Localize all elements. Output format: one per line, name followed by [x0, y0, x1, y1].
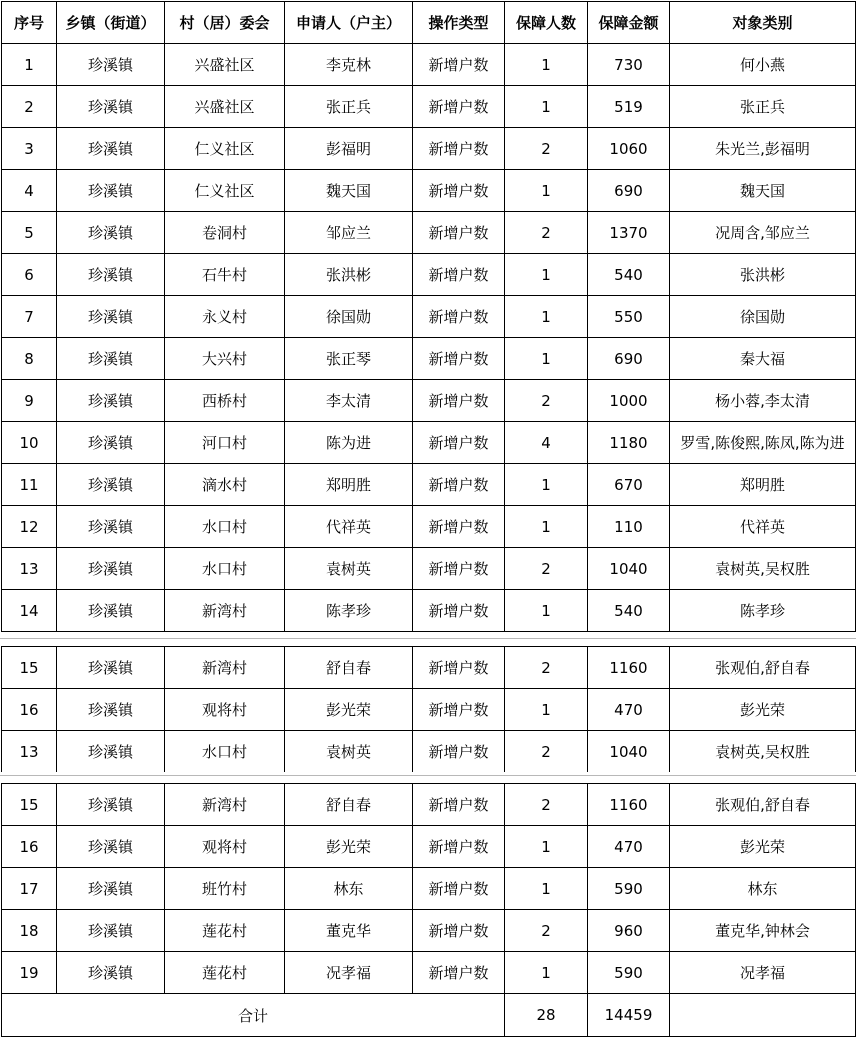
page-break-gap-1 — [0, 635, 856, 645]
cell-people-count: 1 — [505, 506, 588, 548]
cell-amount: 470 — [588, 689, 670, 731]
cell-village: 大兴村 — [165, 338, 285, 380]
cell-township: 珍溪镇 — [57, 952, 165, 994]
cell-people-count: 1 — [505, 590, 588, 632]
cell-township: 珍溪镇 — [57, 548, 165, 590]
cell-township: 珍溪镇 — [57, 380, 165, 422]
table-row — [2, 296, 856, 338]
cell-village: 水口村 — [165, 731, 285, 773]
cell-operation-type: 新增户数 — [413, 590, 505, 632]
cell-township: 珍溪镇 — [57, 86, 165, 128]
cell-people-count: 1 — [505, 464, 588, 506]
cell-operation-type: 新增户数 — [413, 647, 505, 689]
cell-operation-type: 新增户数 — [413, 128, 505, 170]
total-row — [2, 994, 856, 1037]
cell-township: 珍溪镇 — [57, 296, 165, 338]
cell-operation-type: 新增户数 — [413, 422, 505, 464]
cell-village: 新湾村 — [165, 647, 285, 689]
cell-township: 珍溪镇 — [57, 128, 165, 170]
cell-index: 4 — [2, 170, 57, 212]
cell-people-count: 1 — [505, 254, 588, 296]
cell-amount: 1040 — [588, 548, 670, 590]
cell-people-count: 1 — [505, 868, 588, 910]
cell-category: 魏天国 — [670, 170, 856, 212]
cell-applicant: 张正琴 — [285, 338, 413, 380]
cell-amount: 690 — [588, 170, 670, 212]
cell-category: 杨小蓉,李太清 — [670, 380, 856, 422]
cell-township: 珍溪镇 — [57, 422, 165, 464]
cell-category: 罗雪,陈俊熙,陈凤,陈为进 — [670, 422, 856, 464]
cell-amount: 1160 — [588, 647, 670, 689]
cell-operation-type: 新增户数 — [413, 826, 505, 868]
cell-village: 班竹村 — [165, 868, 285, 910]
cell-category: 代祥英 — [670, 506, 856, 548]
cell-amount: 519 — [588, 86, 670, 128]
table-row — [2, 380, 856, 422]
cell-category: 张观伯,舒自春 — [670, 647, 856, 689]
cell-village: 水口村 — [165, 548, 285, 590]
cell-village: 滴水村 — [165, 464, 285, 506]
cell-applicant: 徐国勋 — [285, 296, 413, 338]
cell-people-count: 1 — [505, 44, 588, 86]
cell-amount: 590 — [588, 868, 670, 910]
cell-category: 袁树英,吴权胜 — [670, 731, 856, 773]
cell-operation-type: 新增户数 — [413, 868, 505, 910]
cell-village: 仁义社区 — [165, 170, 285, 212]
cell-people-count: 4 — [505, 422, 588, 464]
relief-table-part-3 — [1, 783, 856, 1037]
cell-people-count: 1 — [505, 952, 588, 994]
cell-people-count: 2 — [505, 910, 588, 952]
cell-village: 观将村 — [165, 689, 285, 731]
cell-township: 珍溪镇 — [57, 170, 165, 212]
table-row — [2, 464, 856, 506]
cell-amount: 110 — [588, 506, 670, 548]
cell-village: 水口村 — [165, 506, 285, 548]
cell-category: 陈孝珍 — [670, 590, 856, 632]
cell-township: 珍溪镇 — [57, 826, 165, 868]
cell-people-count: 2 — [505, 784, 588, 826]
cell-applicant: 董克华 — [285, 910, 413, 952]
table-row — [2, 689, 856, 731]
cell-index: 15 — [2, 784, 57, 826]
cell-amount: 590 — [588, 952, 670, 994]
table-row — [2, 170, 856, 212]
cell-township: 珍溪镇 — [57, 506, 165, 548]
cell-amount: 1060 — [588, 128, 670, 170]
cell-index: 18 — [2, 910, 57, 952]
table-row — [2, 868, 856, 910]
cell-applicant: 袁树英 — [285, 731, 413, 773]
cell-people-count: 1 — [505, 338, 588, 380]
cell-township: 珍溪镇 — [57, 254, 165, 296]
cell-operation-type: 新增户数 — [413, 548, 505, 590]
cell-index: 14 — [2, 590, 57, 632]
table-section-2 — [1, 646, 855, 773]
cell-amount: 470 — [588, 826, 670, 868]
table-row — [2, 86, 856, 128]
cell-index: 3 — [2, 128, 57, 170]
cell-index: 10 — [2, 422, 57, 464]
cell-village: 观将村 — [165, 826, 285, 868]
cell-village: 永义村 — [165, 296, 285, 338]
cell-category: 张观伯,舒自春 — [670, 784, 856, 826]
cell-township: 珍溪镇 — [57, 590, 165, 632]
cell-operation-type: 新增户数 — [413, 212, 505, 254]
cell-category: 徐国勋 — [670, 296, 856, 338]
cell-township: 珍溪镇 — [57, 731, 165, 773]
cell-people-count: 2 — [505, 731, 588, 773]
cell-operation-type: 新增户数 — [413, 464, 505, 506]
cell-applicant: 邹应兰 — [285, 212, 413, 254]
cell-category: 彭光荣 — [670, 826, 856, 868]
cell-people-count: 2 — [505, 380, 588, 422]
cell-index: 6 — [2, 254, 57, 296]
table-row — [2, 826, 856, 868]
cell-people-count: 2 — [505, 212, 588, 254]
cell-village: 新湾村 — [165, 590, 285, 632]
cell-category: 郑明胜 — [670, 464, 856, 506]
header-village: 村（居）委会 — [165, 2, 285, 44]
cell-operation-type: 新增户数 — [413, 952, 505, 994]
cell-index: 19 — [2, 952, 57, 994]
table-header-row — [2, 2, 856, 44]
page-break-line — [0, 638, 856, 639]
cell-people-count: 1 — [505, 170, 588, 212]
total-amount: 14459 — [588, 994, 670, 1037]
cell-people-count: 1 — [505, 689, 588, 731]
table-row — [2, 590, 856, 632]
cell-amount: 550 — [588, 296, 670, 338]
cell-operation-type: 新增户数 — [413, 380, 505, 422]
table-row — [2, 338, 856, 380]
cell-index: 2 — [2, 86, 57, 128]
cell-village: 仁义社区 — [165, 128, 285, 170]
table-row — [2, 128, 856, 170]
cell-township: 珍溪镇 — [57, 910, 165, 952]
cell-applicant: 陈孝珍 — [285, 590, 413, 632]
header-township: 乡镇（街道） — [57, 2, 165, 44]
table-row — [2, 647, 856, 689]
cell-township: 珍溪镇 — [57, 44, 165, 86]
cell-category: 袁树英,吴权胜 — [670, 548, 856, 590]
table-row — [2, 784, 856, 826]
cell-township: 珍溪镇 — [57, 784, 165, 826]
cell-operation-type: 新增户数 — [413, 731, 505, 773]
table-row — [2, 731, 856, 773]
header-amount: 保障金额 — [588, 2, 670, 44]
header-operation-type: 操作类型 — [413, 2, 505, 44]
cell-category: 张正兵 — [670, 86, 856, 128]
table-row — [2, 422, 856, 464]
cell-category: 董克华,钟林会 — [670, 910, 856, 952]
cell-amount: 1370 — [588, 212, 670, 254]
table-row — [2, 254, 856, 296]
cell-index: 9 — [2, 380, 57, 422]
cell-index: 8 — [2, 338, 57, 380]
cell-applicant: 彭光荣 — [285, 689, 413, 731]
cell-people-count: 2 — [505, 128, 588, 170]
page-break-gap-2 — [0, 772, 856, 782]
cell-index: 7 — [2, 296, 57, 338]
cell-operation-type: 新增户数 — [413, 910, 505, 952]
table-row — [2, 548, 856, 590]
cell-index: 11 — [2, 464, 57, 506]
page-break-line — [0, 775, 856, 776]
header-index: 序号 — [2, 2, 57, 44]
table-section-1 — [1, 1, 855, 632]
cell-operation-type: 新增户数 — [413, 338, 505, 380]
cell-operation-type: 新增户数 — [413, 784, 505, 826]
cell-applicant: 张正兵 — [285, 86, 413, 128]
cell-applicant: 袁树英 — [285, 548, 413, 590]
cell-people-count: 2 — [505, 647, 588, 689]
cell-operation-type: 新增户数 — [413, 689, 505, 731]
cell-amount: 540 — [588, 590, 670, 632]
total-label: 合计 — [2, 994, 505, 1037]
cell-applicant: 李太清 — [285, 380, 413, 422]
relief-table-part-2 — [1, 646, 856, 773]
cell-applicant: 舒自春 — [285, 647, 413, 689]
header-applicant: 申请人（户主） — [285, 2, 413, 44]
cell-applicant: 李克林 — [285, 44, 413, 86]
cell-category: 彭光荣 — [670, 689, 856, 731]
cell-village: 兴盛社区 — [165, 86, 285, 128]
cell-category: 朱光兰,彭福明 — [670, 128, 856, 170]
cell-applicant: 张洪彬 — [285, 254, 413, 296]
cell-amount: 730 — [588, 44, 670, 86]
cell-township: 珍溪镇 — [57, 689, 165, 731]
cell-amount: 1180 — [588, 422, 670, 464]
cell-index: 12 — [2, 506, 57, 548]
cell-index: 16 — [2, 689, 57, 731]
cell-people-count: 1 — [505, 296, 588, 338]
cell-category: 况周含,邹应兰 — [670, 212, 856, 254]
header-category: 对象类别 — [670, 2, 856, 44]
cell-amount: 670 — [588, 464, 670, 506]
cell-township: 珍溪镇 — [57, 212, 165, 254]
cell-category: 况孝福 — [670, 952, 856, 994]
cell-index: 15 — [2, 647, 57, 689]
cell-village: 西桥村 — [165, 380, 285, 422]
cell-operation-type: 新增户数 — [413, 86, 505, 128]
cell-village: 河口村 — [165, 422, 285, 464]
cell-people-count: 2 — [505, 548, 588, 590]
cell-township: 珍溪镇 — [57, 647, 165, 689]
cell-applicant: 彭光荣 — [285, 826, 413, 868]
cell-index: 13 — [2, 731, 57, 773]
cell-village: 莲花村 — [165, 910, 285, 952]
cell-applicant: 代祥英 — [285, 506, 413, 548]
cell-people-count: 1 — [505, 826, 588, 868]
cell-applicant: 陈为进 — [285, 422, 413, 464]
cell-applicant: 舒自春 — [285, 784, 413, 826]
cell-applicant: 彭福明 — [285, 128, 413, 170]
cell-township: 珍溪镇 — [57, 338, 165, 380]
cell-category: 林东 — [670, 868, 856, 910]
cell-amount: 1040 — [588, 731, 670, 773]
table-row — [2, 506, 856, 548]
cell-index: 16 — [2, 826, 57, 868]
cell-operation-type: 新增户数 — [413, 170, 505, 212]
cell-category: 张洪彬 — [670, 254, 856, 296]
cell-applicant: 魏天国 — [285, 170, 413, 212]
table-row — [2, 910, 856, 952]
cell-amount: 540 — [588, 254, 670, 296]
total-people: 28 — [505, 994, 588, 1037]
total-category — [670, 994, 856, 1037]
header-people-count: 保障人数 — [505, 2, 588, 44]
table-row — [2, 44, 856, 86]
cell-operation-type: 新增户数 — [413, 44, 505, 86]
cell-village: 莲花村 — [165, 952, 285, 994]
cell-index: 13 — [2, 548, 57, 590]
cell-index: 1 — [2, 44, 57, 86]
table-section-3 — [1, 783, 855, 1037]
cell-village: 新湾村 — [165, 784, 285, 826]
cell-village: 石牛村 — [165, 254, 285, 296]
cell-category: 秦大福 — [670, 338, 856, 380]
cell-amount: 690 — [588, 338, 670, 380]
cell-township: 珍溪镇 — [57, 868, 165, 910]
cell-operation-type: 新增户数 — [413, 296, 505, 338]
cell-amount: 1160 — [588, 784, 670, 826]
cell-applicant: 况孝福 — [285, 952, 413, 994]
cell-category: 何小燕 — [670, 44, 856, 86]
cell-village: 兴盛社区 — [165, 44, 285, 86]
cell-people-count: 1 — [505, 86, 588, 128]
cell-applicant: 林东 — [285, 868, 413, 910]
cell-township: 珍溪镇 — [57, 464, 165, 506]
cell-village: 卷洞村 — [165, 212, 285, 254]
cell-index: 17 — [2, 868, 57, 910]
cell-amount: 960 — [588, 910, 670, 952]
cell-amount: 1000 — [588, 380, 670, 422]
cell-applicant: 郑明胜 — [285, 464, 413, 506]
relief-table-part-1 — [1, 1, 856, 632]
cell-index: 5 — [2, 212, 57, 254]
cell-operation-type: 新增户数 — [413, 254, 505, 296]
cell-operation-type: 新增户数 — [413, 506, 505, 548]
table-row — [2, 212, 856, 254]
table-row — [2, 952, 856, 994]
